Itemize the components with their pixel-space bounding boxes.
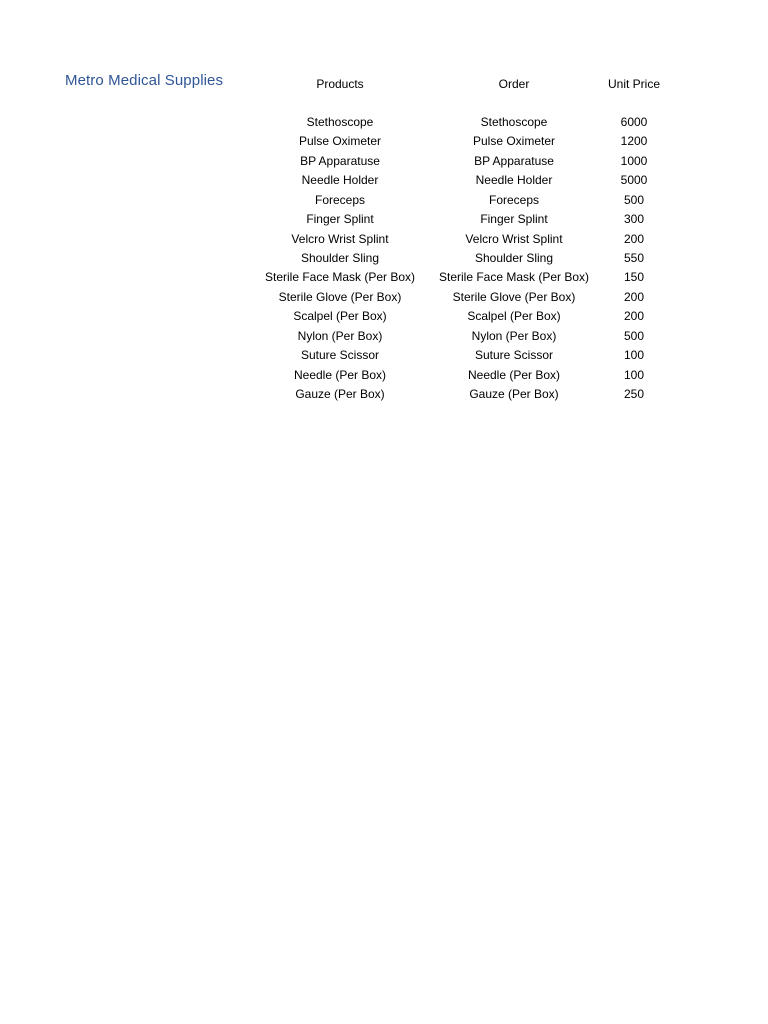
cell-unit-price: 1000 <box>620 153 648 168</box>
cell-unit-price: 100 <box>623 348 645 363</box>
cell-unit-price: 500 <box>623 328 645 343</box>
cell-product: Nylon (Per Box) <box>297 328 383 343</box>
cell-order: Needle (Per Box) <box>467 367 561 382</box>
cell-unit-price: 550 <box>623 251 645 265</box>
cell-product: Pulse Oximeter <box>298 134 382 149</box>
cell-product: Finger Splint <box>306 212 374 227</box>
cell-unit-price: 300 <box>623 212 645 227</box>
cell-unit-price: 500 <box>623 192 645 207</box>
header-unit-price: Unit Price <box>607 77 661 91</box>
cell-unit-price: 5000 <box>620 173 648 188</box>
cell-unit-price: 6000 <box>620 115 648 129</box>
cell-order: Stethoscope <box>480 115 548 129</box>
cell-order: Sterile Face Mask (Per Box) <box>438 270 590 285</box>
cell-unit-price: 150 <box>623 270 645 285</box>
cell-order: Gauze (Per Box) <box>469 387 559 402</box>
cell-order: BP Apparatuse <box>474 153 554 168</box>
cell-unit-price: 1200 <box>620 134 648 149</box>
cell-order: Needle Holder <box>475 173 553 188</box>
cell-product: Foreceps <box>314 192 366 207</box>
cell-product: Gauze (Per Box) <box>295 387 385 402</box>
cell-product: BP Apparatuse <box>300 153 380 168</box>
cell-order: Nylon (Per Box) <box>471 328 557 343</box>
cell-product: Sterile Glove (Per Box) <box>278 289 402 304</box>
cell-product: Stethoscope <box>306 115 374 129</box>
cell-unit-price: 100 <box>623 367 645 382</box>
cell-order: Finger Splint <box>480 212 548 227</box>
cell-product: Sterile Face Mask (Per Box) <box>264 270 416 285</box>
cell-product: Velcro Wrist Splint <box>291 231 389 246</box>
cell-unit-price: 200 <box>623 289 645 304</box>
cell-unit-price: 200 <box>623 309 645 324</box>
cell-product: Needle (Per Box) <box>293 367 387 382</box>
cell-order: Pulse Oximeter <box>472 134 556 149</box>
cell-unit-price: 250 <box>623 387 645 402</box>
cell-unit-price: 200 <box>623 231 645 246</box>
cell-order: Sterile Glove (Per Box) <box>452 289 576 304</box>
cell-order: Suture Scissor <box>474 348 554 363</box>
cell-product: Shoulder Sling <box>300 251 380 265</box>
cell-order: Scalpel (Per Box) <box>467 309 561 324</box>
cell-product: Scalpel (Per Box) <box>293 309 387 324</box>
cell-order: Velcro Wrist Splint <box>465 231 563 246</box>
header-order: Order <box>498 77 530 91</box>
cell-product: Needle Holder <box>301 173 379 188</box>
cell-order: Foreceps <box>488 192 540 207</box>
company-title: Metro Medical Supplies <box>65 72 224 89</box>
cell-product: Suture Scissor <box>300 348 380 363</box>
header-products: Products <box>316 77 364 91</box>
cell-order: Shoulder Sling <box>474 251 554 265</box>
